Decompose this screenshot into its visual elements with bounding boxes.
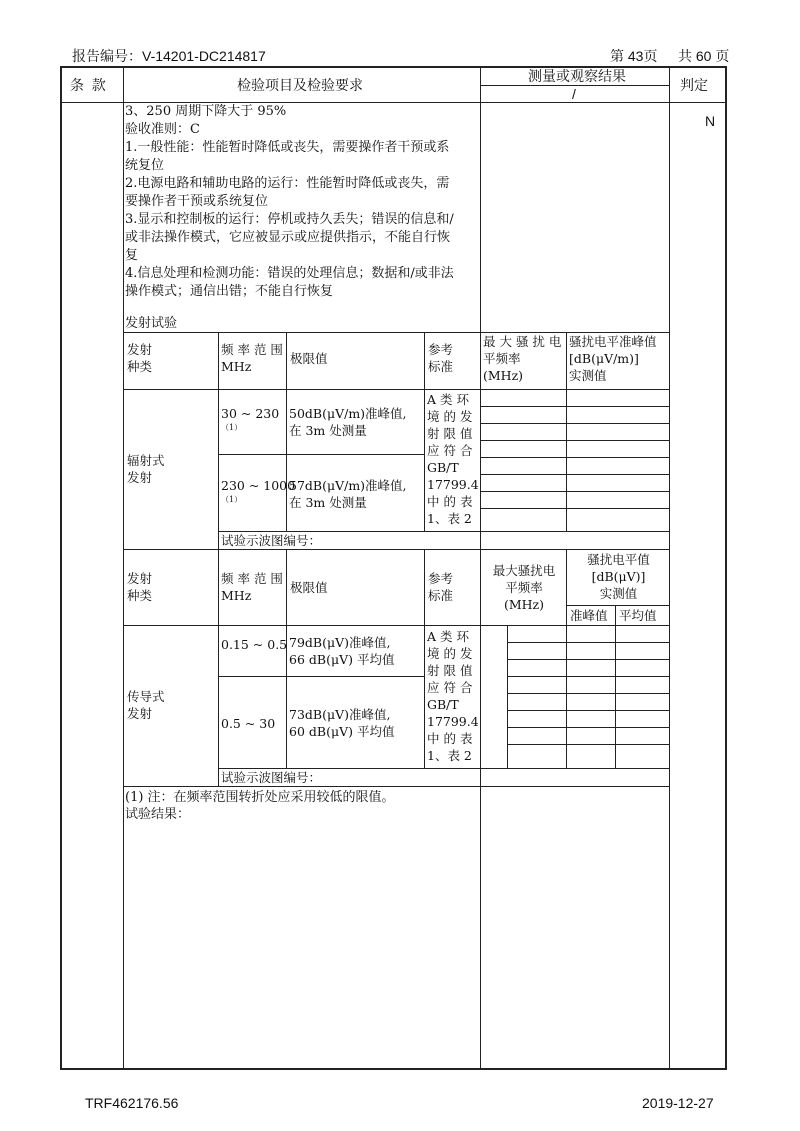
page-number: 第 43页 bbox=[610, 48, 658, 64]
verdict-value: N bbox=[705, 113, 716, 129]
rad-type: 辐射式 发射 bbox=[127, 453, 165, 485]
item-header: 检验项目及检验要求 bbox=[237, 77, 363, 93]
cond-head-limit: 极限值 bbox=[290, 580, 328, 595]
cond-type: 传导式 发射 bbox=[127, 689, 165, 721]
requirement-line: 要操作者干预或系统复位 bbox=[125, 194, 269, 209]
cond-head-type: 发射 种类 bbox=[127, 571, 153, 603]
requirement-line: 1.一般性能：性能暂时降低或丧失，需要操作者干预或系 bbox=[125, 140, 450, 155]
cond-waveform-label: 试验示波图编号： bbox=[221, 770, 322, 785]
requirement-line: 3、250 周期下降大于 95% bbox=[125, 104, 287, 119]
rad-head-level: 骚扰电平准峰值 [dB(μV/m)] 实测值 bbox=[569, 334, 657, 383]
requirement-line: 复 bbox=[125, 248, 139, 263]
cond-head-quasi-peak: 准峰值 bbox=[570, 608, 608, 623]
rad-freq-2: 230 ~ 1000 bbox=[221, 478, 296, 493]
cond-limit-2: 73dB(μV)准峰值, 60 dB(μV) 平均值 bbox=[289, 707, 395, 739]
rad-waveform-label: 试验示波图编号： bbox=[221, 533, 322, 548]
rad-ref-standard: A 类 环 境 的 发 射 限 值 应 符 合 GB/T 17799.4 中 的 表 1、表 2 bbox=[427, 392, 479, 526]
cond-freq-2: 0.5 ~ 30 bbox=[221, 716, 276, 731]
requirement-line: 操作模式；通信出错；不能自行恢复 bbox=[125, 284, 334, 299]
cond-limit-1: 79dB(μV)准峰值, 66 dB(μV) 平均值 bbox=[289, 635, 395, 667]
requirement-line: 2.电源电路和辅助电路的运行：性能暂时降低或丧失，需 bbox=[125, 176, 450, 191]
result-header: 测量或观察结果 bbox=[528, 68, 626, 84]
cond-head-level: 骚扰电平值 [dB(μV)] 实测值 bbox=[587, 552, 650, 601]
cond-head-average: 平均值 bbox=[619, 608, 657, 623]
form-date: 2019-12-27 bbox=[642, 1095, 714, 1111]
cond-head-ref: 参考 标准 bbox=[428, 571, 454, 603]
test-result-label: 试验结果： bbox=[125, 807, 191, 822]
requirement-line: 验收准则：C bbox=[125, 122, 200, 137]
rad-freq-1: 30 ~ 230 bbox=[221, 406, 280, 421]
rad-head-limit: 极限值 bbox=[290, 351, 328, 366]
rad-head-max-freq: 最 大 骚 扰 电 平频率 (MHz) bbox=[483, 334, 562, 383]
rad-head-freq: 频 率 范 围 MHz bbox=[221, 342, 283, 374]
verdict-header: 判定 bbox=[680, 77, 708, 93]
rad-head-type: 发射 种类 bbox=[127, 342, 153, 374]
total-pages: 共 60 页 bbox=[678, 48, 730, 64]
rad-head-ref: 参考 标准 bbox=[428, 342, 454, 374]
report-number: 报告编号：V-14201-DC214817 bbox=[72, 48, 266, 64]
clause-header: 条 款 bbox=[70, 77, 106, 93]
requirement-line: 4.信息处理和检测功能：错误的处理信息；数据和/或非法 bbox=[125, 266, 454, 281]
cond-ref-standard: A 类 环 境 的 发 射 限 值 应 符 合 GB/T 17799.4 中 的 表 1、表 2 bbox=[427, 629, 479, 763]
requirement-line: 统复位 bbox=[125, 158, 165, 173]
cond-freq-1: 0.15 ~ 0.5 bbox=[221, 637, 288, 652]
rad-limit-2: 57dB(μV/m)准峰值, 在 3m 处测量 bbox=[289, 478, 407, 510]
requirement-line: 或非法操作模式，它应被显示或应提供指示，不能自行恢 bbox=[125, 230, 451, 245]
result-value: / bbox=[572, 86, 576, 102]
form-number: TRF462176.56 bbox=[85, 1095, 179, 1111]
rad-limit-1: 50dB(μV/m)准峰值, 在 3m 处测量 bbox=[289, 406, 407, 438]
frequency-note: (1) 注：在频率范围转折处应采用较低的限值。 bbox=[125, 790, 395, 805]
rad-note-1: （1） bbox=[221, 423, 243, 432]
cond-head-freq: 频 率 范 围 MHz bbox=[221, 571, 283, 603]
cond-head-max-freq: 最大骚扰电 平频率 (MHz) bbox=[492, 563, 556, 612]
requirement-line: 3.显示和控制板的运行：停机或持久丢失；错误的信息和/ bbox=[125, 212, 454, 227]
emission-test-title: 发射试验 bbox=[125, 316, 178, 331]
rad-note-2: （1） bbox=[221, 495, 243, 504]
